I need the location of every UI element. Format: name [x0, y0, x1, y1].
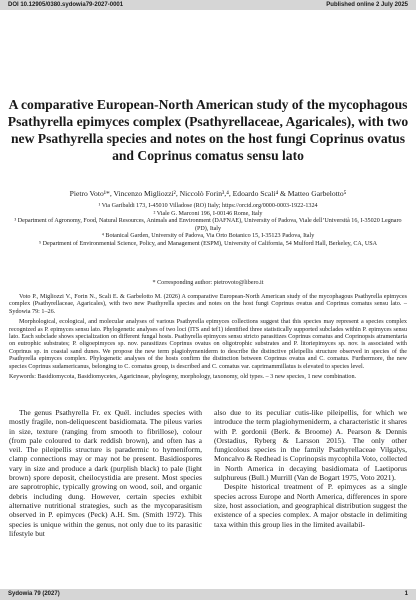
- footer-bar: [0, 589, 416, 600]
- paper-title: A comparative European-North American study of the mycophagous Psathyrella epimyces complex (Psathyrellaceae, Agaricales), with two new Psathyrella species and notes on the host fungi Coprinus ovatus and Coprinus comatus sensu lato: [7, 97, 409, 163]
- page-number: 1: [404, 591, 408, 597]
- body-paragraph: also due to its peculiar cutis-like pileipellis, for which we introduce the term plagiohymeniderm, a characteristic it shares with P. gordonii (Berk. & Broome) A. Pearson & Dennis (Orstadius, Ryberg & Larsson 2015). The only other fungicolous species in the family Psathyrellaceae Vilgalys, Moncalvo & Redhead is Coprinopsis mycophila Voto, collected in North America in decaying basidiomata of Laetiporus sulphureus (Bull.) Murrill (Van de Bogart 1975, Voto 2021).: [214, 408, 407, 483]
- affiliation-2: ² Viale G. Marconi 196, I-00146 Rome, Italy: [153, 210, 263, 217]
- corresponding-author: * Corresponding author: pietrovoto@libero.it: [152, 280, 264, 286]
- abstract-citation: Voto P., Migliozzi V., Forin N., Scali E. & Garbelotto M. (2026) A comparative European-North American study of the mycophagous Psathyrella epimyces complex (Psathyrellaceae, Agaricales), with two new Psathyrella species and notes on the host fungi Coprinus ovatus and Coprinus comatus sensu lato. – Sydowia 79: 1–26.: [9, 294, 407, 315]
- body-column-left: [9, 408, 202, 538]
- affiliation-4: ⁴ Botanical Garden, University of Padova, Via Orto Botanico 15, I-35123 Padova, Italy: [101, 233, 315, 240]
- affiliation-5: ⁵ Department of Environmental Science, Policy, and Management (ESPM), University of California, 54 Mulford Hall, Berkeley, CA, USA: [38, 240, 378, 247]
- affiliation-3: ³ Department of Agronomy, Food, Natural Resources, Animals and Environment (DAFNAE), University of Padova, Viale dell’Università 16, I-35020 Legnaro (PD), Italy: [14, 218, 402, 232]
- journal-label: Sydowia 79 (2027): [8, 591, 60, 597]
- top-bar: [0, 0, 416, 10]
- author-list: Pietro Voto¹*, Vincenzo Migliozzi², Niccolò Forin³,⁴, Edoardo Scali⁴ & Matteo Garbelotto⁵: [69, 189, 347, 198]
- body-column-right: [214, 408, 407, 529]
- affiliations: [14, 203, 402, 249]
- affiliation-1: ¹ Via Garibaldi 173, I-45010 Villadose (RO) Italy; https://orcid.org/0000-0003-1922-1324: [98, 203, 318, 209]
- abstract-body: Morphological, ecological, and molecular analyses of various Psathyrella epimyces collections suggest that this species may represent a species complex recognized as P. epimyces sensu lato. Phylogenetic analyses of two loci (ITS and tef1) identified three statistically supported subclades within P. epimyces sensu lato. Each subclade shows specialization on different fungal hosts. Psathyrella epimyces sensu stricto parasitizes Coprinus comatus and Coprinopsis atramentaria on eutrophic substrates; P. oligoepimyces sp. nov. parasitizes Coprinus ovatus on oligotrophic substrates and P. litoriepimyces sp. nov. is associated with Coprinus sp. in coastal sand dunes. We propose the new term plagiohymeniderm to describe the distinctive pileipellis structure observed in species of the Psathyrella epimyces complex. Phylogenetic analyses of the hosts confirm the distinction between Coprinus ovatus and C. comatus. Furthermore, the new species Coprinus sudamericanus, belonging to C. comatus group, is described and C. comatus var. caprimammillatus is elevated to species level.: [9, 319, 407, 370]
- body-paragraph: Despite historical treatment of P. epimyces as a single species across Europe and North America, differences in spore size, host association, and geographical distribution suggest the existence of a species complex. A major obstacle in delimiting taxa within this group lies in the limited availabil-: [214, 482, 407, 529]
- abstract: [9, 294, 407, 384]
- keywords: Keywords: Basidiomycota, Basidiomycetes, Agaricineae, phylogeny, morphology, taxonomy, old types. – 3 new species, 1 new combination.: [9, 374, 357, 381]
- body-paragraph: The genus Psathyrella Fr. ex Quél. includes species with mostly fragile, non-deliquescent basidiomata. The pileus varies in size, texture (ranging from smooth to fibrillose), colour (from pale coloured to dark reddish brown), and often has a veil. The pileipellis structure is paradermic to hymeniform, clamp connections may or may not be present. Basidiospores vary in size and produce a dark (purplish black) to pale (light brown) spore deposit, cheilocystidia are present. Most species are saprotrophic, typically growing on wood, soil, and organic debris including dung. However, certain species exhibit alternative nutritional strategies, such as the mycoparasitism observed in P. epimyces (Peck) A.H. Sm. (Smith 1972). This species is unique within the genus, not only due to its parasitic lifestyle but: [9, 408, 202, 538]
- doi-label: DOI 10.12905/0380.sydowia79-2027-0001: [8, 2, 124, 8]
- published-date: Published online 2 July 2025: [326, 2, 408, 8]
